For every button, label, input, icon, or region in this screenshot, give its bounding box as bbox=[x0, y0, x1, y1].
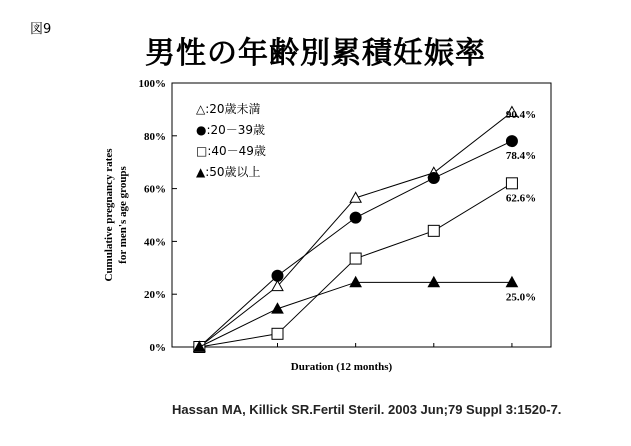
series-3 bbox=[194, 178, 536, 353]
y-tick-label: 0% bbox=[149, 342, 166, 354]
y-axis-title-line: Cumulative pregnancy rates bbox=[103, 148, 115, 282]
data-point bbox=[272, 270, 283, 281]
data-point bbox=[428, 277, 439, 287]
data-point bbox=[272, 328, 283, 339]
data-point bbox=[428, 173, 439, 184]
legend-entry: □:40－49歳 bbox=[196, 144, 266, 158]
figure-label: 図9 bbox=[30, 22, 52, 37]
data-point bbox=[350, 253, 361, 264]
legend bbox=[196, 101, 266, 179]
x-axis-title: Duration (12 months) bbox=[290, 361, 393, 373]
y-axis-title-line: for men's age groups bbox=[117, 166, 129, 264]
data-point bbox=[506, 136, 517, 147]
y-axis-title bbox=[103, 148, 129, 282]
end-value-label: 78.4% bbox=[505, 150, 537, 163]
legend-entry: ▲:50歳以上 bbox=[196, 165, 261, 179]
data-point bbox=[506, 178, 517, 189]
y-tick-label: 100% bbox=[138, 78, 166, 90]
axes bbox=[103, 78, 551, 373]
data-point bbox=[350, 192, 361, 202]
series-line bbox=[199, 282, 512, 347]
y-tick-label: 40% bbox=[144, 236, 166, 249]
data-point bbox=[506, 277, 517, 287]
page-title: 男性の年齢別累積妊娠率 bbox=[145, 36, 486, 71]
end-value-label: 62.6% bbox=[505, 192, 537, 205]
y-tick-label: 20% bbox=[144, 289, 166, 302]
data-point bbox=[350, 212, 361, 223]
y-tick-label: 60% bbox=[144, 183, 166, 196]
end-value-label: 25.0% bbox=[505, 291, 537, 304]
legend-entry: ●:20－39歳 bbox=[196, 123, 266, 137]
data-point bbox=[272, 303, 283, 313]
end-value-label: 90.4% bbox=[505, 109, 537, 122]
series-4 bbox=[194, 277, 536, 352]
citation: Hassan MA, Killick SR.Fertil Steril. 2003 Jun;79 Suppl 3:1520-7. bbox=[172, 402, 562, 417]
legend-entry: △:20歳未満 bbox=[196, 102, 261, 116]
y-tick-label: 80% bbox=[144, 130, 166, 143]
series-line bbox=[199, 183, 512, 347]
data-point bbox=[350, 277, 361, 287]
data-point bbox=[428, 225, 439, 236]
